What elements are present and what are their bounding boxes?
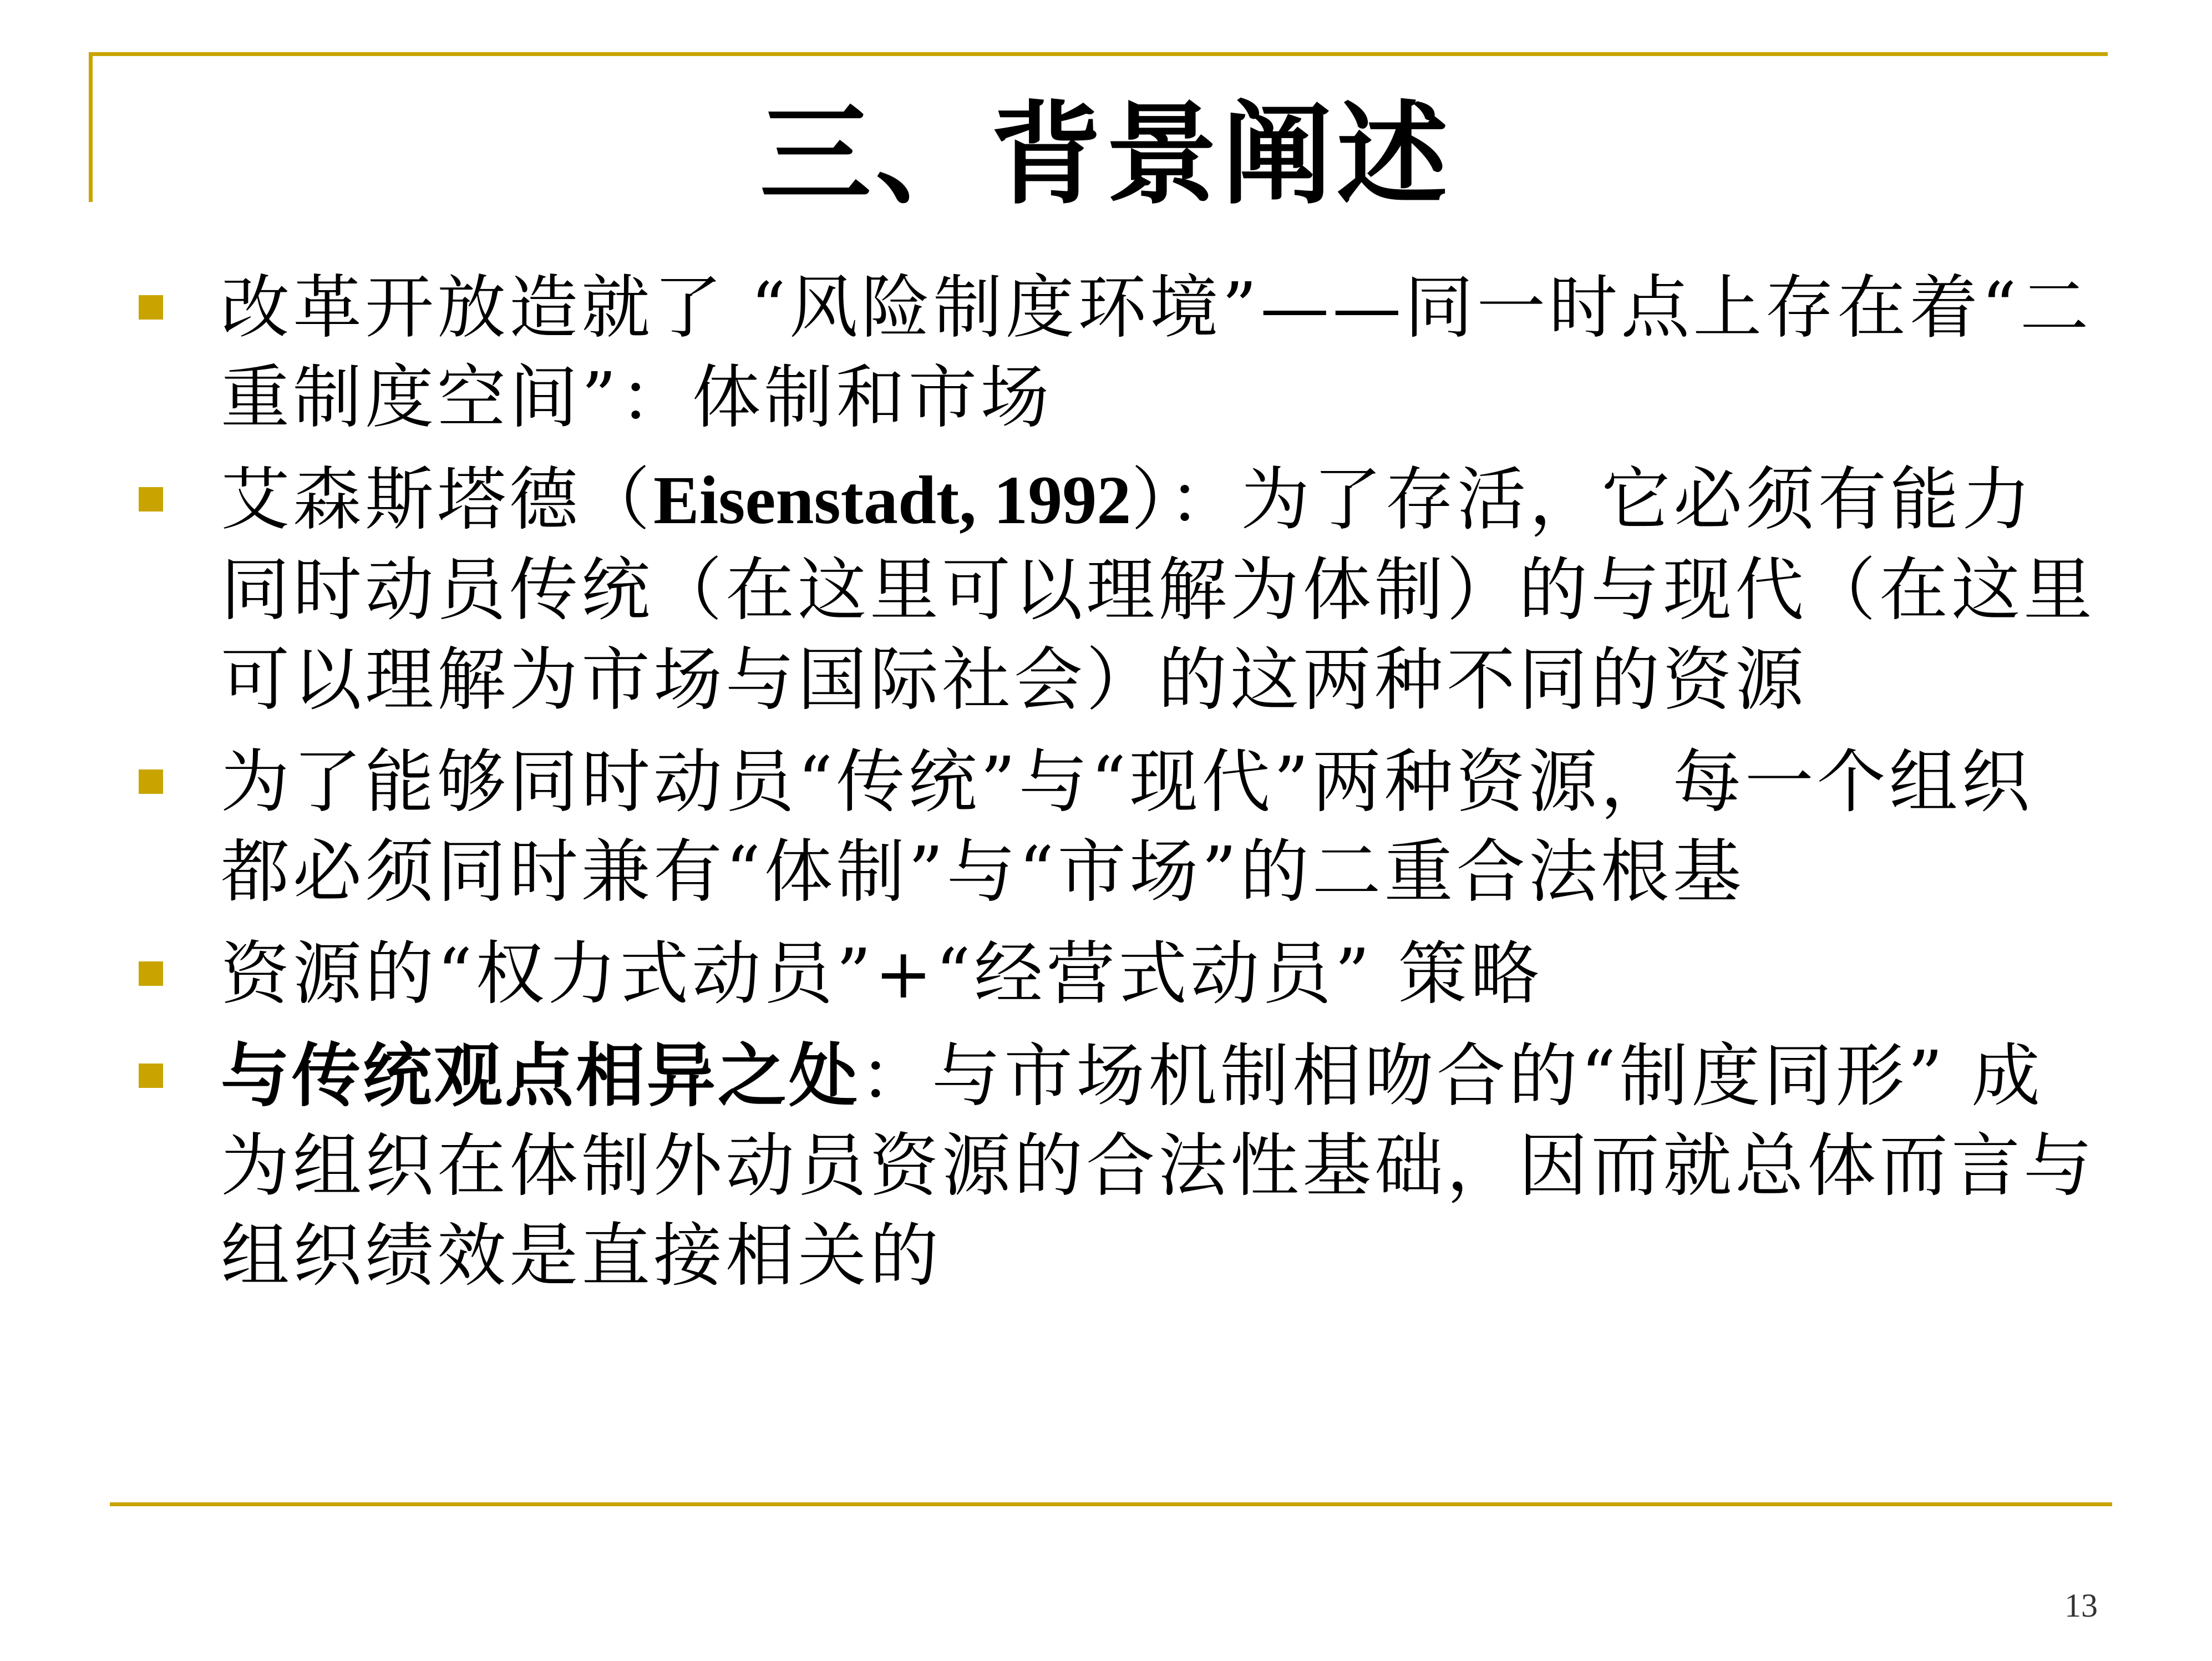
bullet-item-1 [139, 263, 2102, 443]
bottom-rule [110, 1502, 2112, 1506]
bullet-item-3 [139, 737, 2102, 917]
bullet-list [139, 263, 2102, 1313]
bullet-text-post: ）：为了存活，它必须有能力同时动员传统（在这里可以理解为体制）的与现代（在这里可以理解为市场与国际社会）的这两种不同的资源 [221, 460, 2096, 720]
bullet-text-rest: ：与市场机制相吻合的“制度同形” 成为组织在体制外动员资源的合法性基础，因而就总体而言与组织绩效是直接相关的 [221, 1036, 2096, 1296]
bullet-text: 资源的“权力式动员”+“经营式动员” 策略 [221, 934, 1543, 1014]
bullet-text-pre: 艾森斯塔德（ [221, 460, 654, 540]
square-bullet-icon [139, 487, 163, 512]
square-bullet-icon [139, 769, 163, 794]
square-bullet-icon [139, 1064, 163, 1088]
page-number: 13 [2064, 1587, 2098, 1624]
bullet-item-4 [139, 929, 2102, 1019]
square-bullet-icon [139, 961, 163, 986]
bullet-item-5 [139, 1031, 2102, 1301]
bullet-text: 改革开放造就了 “风险制度环境”——同一时点上存在着“二重制度空间”：体制和市场 [221, 268, 2092, 438]
bullet-text: 为了能够同时动员“传统”与“现代”两种资源，每一个组织都必须同时兼有“体制”与“市场”的二重合法根基 [221, 742, 2033, 912]
square-bullet-icon [139, 295, 163, 320]
emphasis-text: 与传统观点相异之处 [221, 1036, 860, 1116]
bullet-item-2 [139, 455, 2102, 725]
slide-title: 三、背景阐述 [759, 90, 1452, 220]
citation: Eisenstadt, 1992 [653, 462, 1132, 538]
top-rule [89, 52, 2108, 56]
